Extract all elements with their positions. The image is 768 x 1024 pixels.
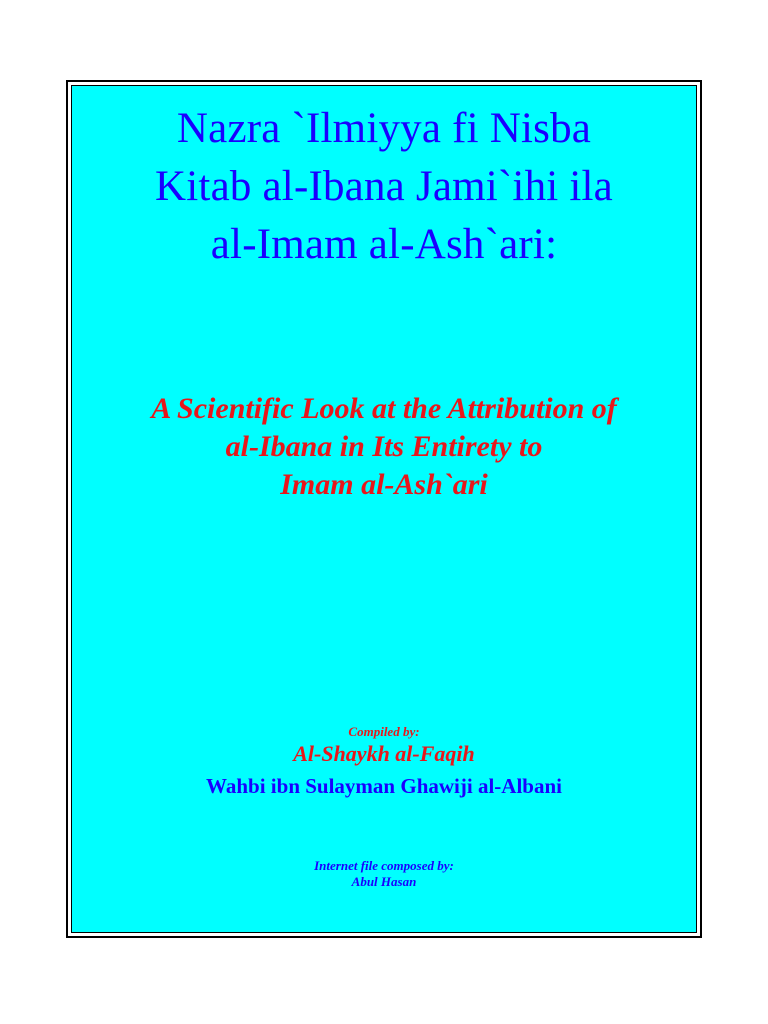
composed-by-label: Internet file composed by:	[314, 858, 454, 873]
main-title-line-2: Kitab al-Ibana Jami`ihi ila	[155, 163, 613, 210]
main-title-line-3: al-Imam al-Ash`ari:	[210, 221, 558, 268]
subtitle-line-2: al-Ibana in Its Entirety to	[225, 430, 543, 463]
subtitle	[72, 390, 696, 504]
compiler-name: Wahbi ibn Sulayman Ghawiji al-Albani	[206, 774, 562, 798]
composer-name: Abul Hasan	[351, 874, 417, 889]
compiler-title: Al-Shaykh al-Faqih	[293, 741, 475, 766]
cover-frame	[66, 80, 702, 938]
cover-panel	[71, 85, 697, 933]
main-title	[72, 100, 696, 274]
compiled-by-label: Compiled by:	[348, 724, 420, 739]
subtitle-line-3: Imam al-Ash`ari	[280, 468, 488, 501]
subtitle-line-1: A Scientific Look at the Attribution of	[151, 392, 617, 425]
main-title-line-1: Nazra `Ilmiyya fi Nisba	[176, 105, 592, 152]
